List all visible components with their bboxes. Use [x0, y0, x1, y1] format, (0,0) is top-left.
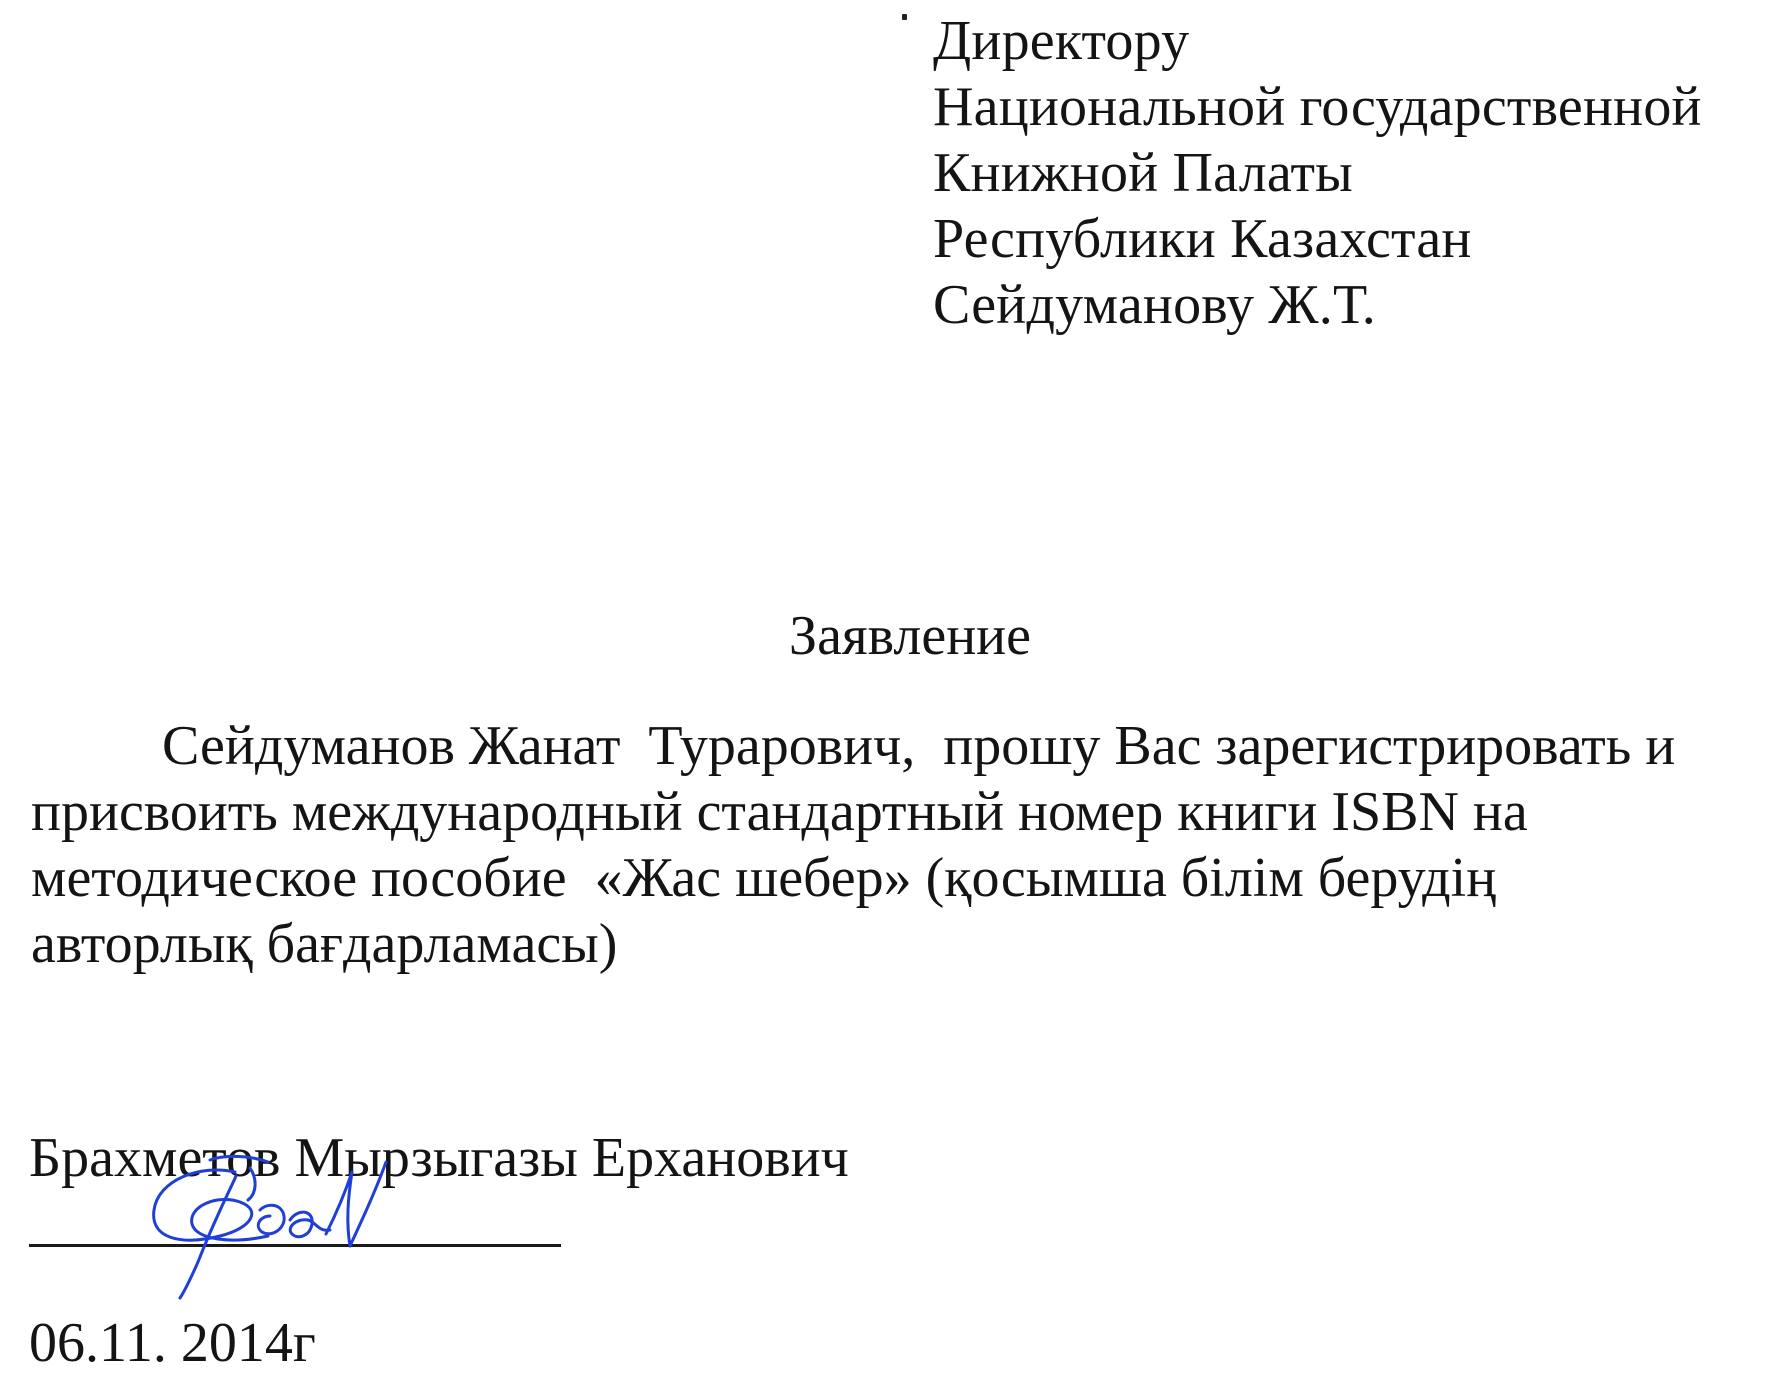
addressee-line: Директору — [933, 10, 1190, 72]
addressee-line: Книжной Палаты — [933, 142, 1353, 204]
addressee-line: Сейдуманову Ж.Т. — [933, 274, 1376, 336]
body-line: Сейдуманов Жанат Турарович, прошу Вас зарегистрировать и — [162, 715, 1676, 777]
scan-speck — [902, 14, 907, 20]
document-date: 06.11. 2014г — [29, 1312, 316, 1374]
addressee-block — [933, 8, 1773, 338]
addressee-line: Национальной государственной — [933, 76, 1702, 138]
body-paragraph — [31, 713, 1782, 977]
signer-name: Брахметов Мырзыгазы Ерханович — [29, 1127, 849, 1189]
body-line: авторлық бағдарламасы) — [31, 913, 618, 975]
body-line: присвоить международный стандартный номер книги ISBN на — [31, 781, 1528, 843]
addressee-line: Республики Казахстан — [933, 208, 1472, 270]
handwritten-signature — [140, 1150, 390, 1300]
document-title: Заявление — [789, 605, 1031, 667]
body-line: методическое пособие «Жас шебер» (қосымша білім берудің — [31, 847, 1497, 909]
